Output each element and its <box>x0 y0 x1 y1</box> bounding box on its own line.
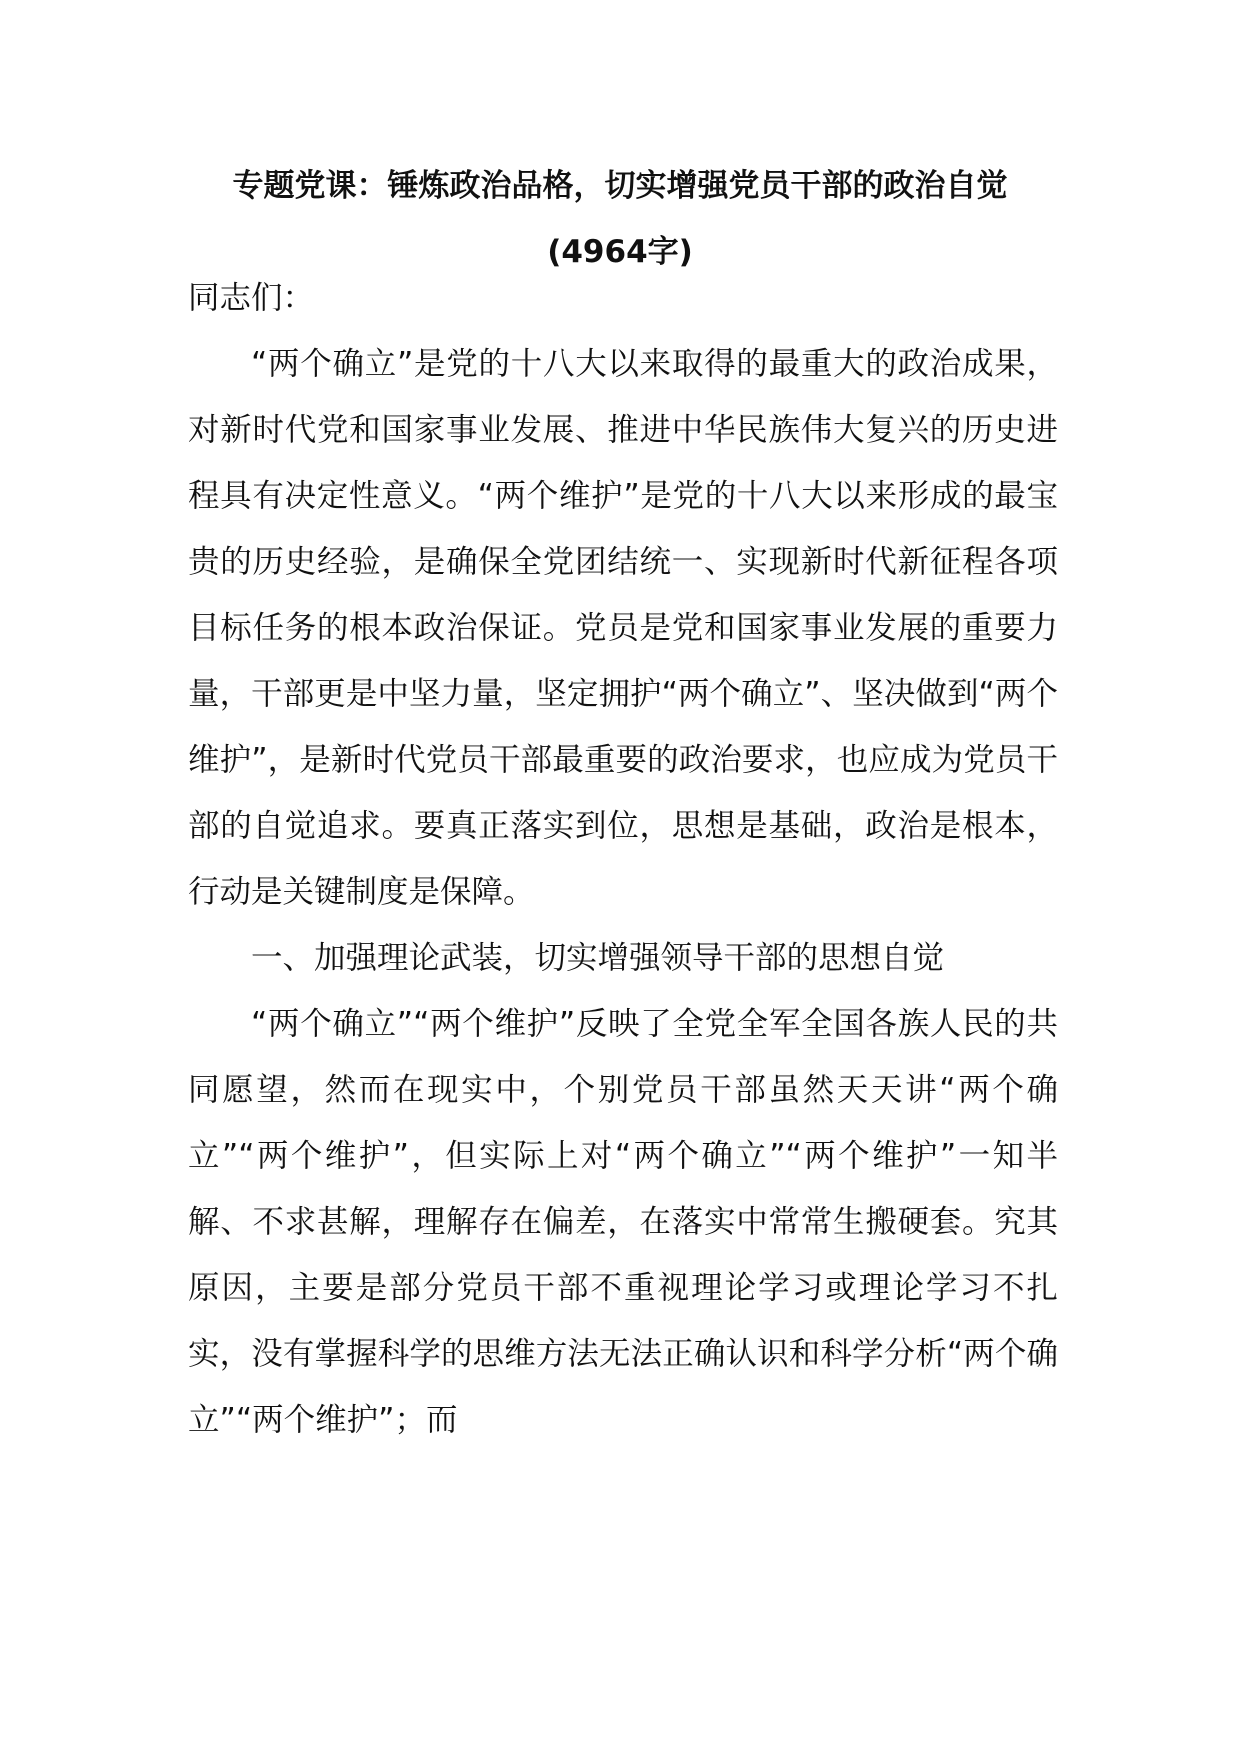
section-heading-1: 一、加强理论武装，切实增强领导干部的思想自觉 <box>251 940 945 976</box>
document-word-count: (4964字) <box>547 234 693 270</box>
document-body <box>188 265 1058 1453</box>
paragraph-intro: “两个确立”是党的十八大以来取得的最重大的政治成果，对新时代党和国家事业发展、推进中华民族伟大复兴的历史进程具有决定性意义。“两个维护”是党的十八大以来形成的最宝贵的历史经验，是确保全党团结统一、实现新时代新征程各项目标任务的根本政治保证。党员是党和国家事业发展的重要力量，干部更是中坚力量，坚定拥护“两个确立”、坚决做到“两个维护”，是新时代党员干部最重要的政治要求，也应成为党员干部的自觉追求。要真正落实到位，思想是基础，政治是根本，行动是关键制度是保障。 <box>188 346 1058 910</box>
paragraph-section-1: “两个确立”“两个维护”反映了全党全军全国各族人民的共同愿望，然而在现实中，个别党员干部虽然天天讲“两个确立”“两个维护”，但实际上对“两个确立”“两个维护”一知半解、不求甚解，理解存在偏差，在落实中常常生搬硬套。究其原因，主要是部分党员干部不重视理论学习或理论学习不扎实，没有掌握科学的思维方法无法正确认识和科学分析“两个确立”“两个维护”；而 <box>188 1006 1058 1438</box>
document-title: 专题党课：锤炼政治品格，切实增强党员干部的政治自觉 <box>232 168 1008 204</box>
salutation: 同志们： <box>188 280 315 316</box>
